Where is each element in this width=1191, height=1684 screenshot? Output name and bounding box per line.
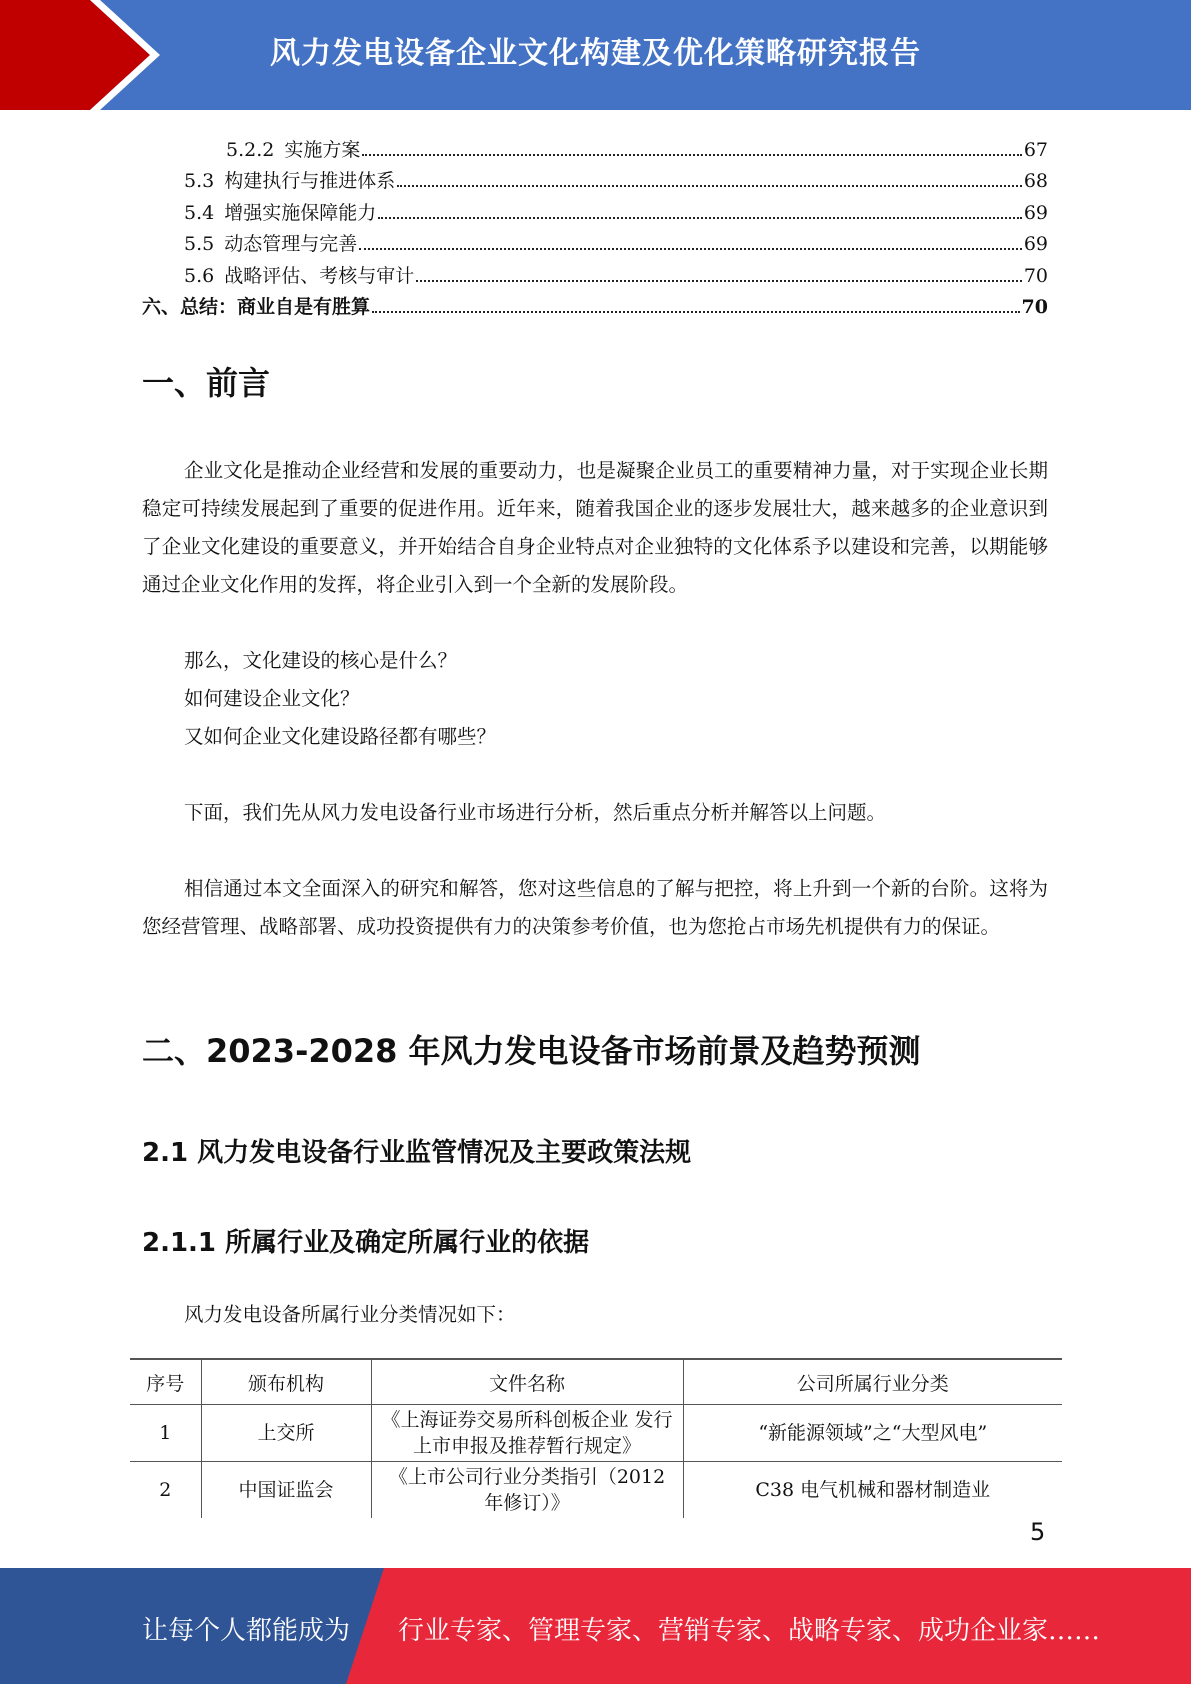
table-cell: C38 电气机械和器材制造业: [683, 1462, 1062, 1519]
column-header: 文件名称: [371, 1359, 683, 1405]
toc-entry[interactable]: [142, 256, 1048, 288]
section-heading-market: 二、2023-2028 年风力发电设备市场前景及趋势预测: [142, 1032, 921, 1070]
toc-leader: [378, 217, 1022, 219]
toc-entry[interactable]: [142, 288, 1048, 320]
toc-entry-title: 构建执行与推进体系: [224, 170, 396, 192]
toc-entry-number: 5.4: [184, 201, 215, 224]
table-of-contents: [142, 130, 1048, 319]
industry-classification-table: [130, 1358, 1062, 1518]
paragraph-intro: 企业文化是推动企业经营和发展的重要动力，也是凝聚企业员工的重要精神力量，对于实现企业长期稳定可持续发展起到了重要的促进作用。近年来，随着我国企业的逐步发展壮大，越来越多的企业意识到了企业文化建设的重要意义，并开始结合自身企业特点对企业独特的文化体系予以建设和完善，以期能够通过企业文化作用的发挥，将企业引入到一个全新的发展阶段。: [142, 459, 1048, 596]
table-row: [130, 1405, 1062, 1462]
toc-entry-number: 5.5: [184, 233, 215, 255]
paragraph-next: 下面，我们先从风力发电设备行业市场进行分析，然后重点分析并解答以上问题。: [184, 801, 887, 824]
toc-entry-page: 69: [1023, 201, 1048, 224]
toc-entry-title: 实施方案: [284, 138, 361, 161]
table-intro: 风力发电设备所属行业分类情况如下：: [184, 1303, 516, 1326]
toc-entry[interactable]: [142, 130, 1048, 162]
page-number: 5: [1030, 1518, 1046, 1546]
toc-entry[interactable]: [142, 162, 1048, 194]
question-line: 如何建设企业文化？: [184, 687, 360, 710]
page-header: [0, 0, 1191, 110]
toc-entry-title: 动态管理与完善: [224, 233, 358, 255]
toc-leader: [416, 280, 1022, 282]
page-footer: [0, 1568, 1191, 1684]
table-cell: 2: [159, 1479, 172, 1501]
toc-entry-number: 5.2.2: [226, 138, 275, 161]
toc-entry-number: 5.6: [184, 264, 215, 287]
table-cell: 《上海证券交易所科创板企业 发行上市申报及推荐暂行规定》: [371, 1405, 683, 1462]
table-cell: “新能源领域”之“大型风电”: [683, 1405, 1062, 1462]
toc-entry-title: 增强实施保障能力: [224, 201, 377, 224]
question-line: 那么，文化建设的核心是什么？: [184, 649, 458, 672]
toc-entry-title: 战略评估、考核与审计: [224, 264, 415, 287]
footer-slogan-left: 让每个人都能成为: [142, 1616, 351, 1646]
section-heading-preface: 一、前言: [142, 364, 271, 402]
table-cell: 上交所: [201, 1405, 371, 1462]
subsection-heading: 2.1 风力发电设备行业监管情况及主要政策法规: [142, 1138, 692, 1168]
table-cell: 中国证监会: [201, 1462, 371, 1519]
subsection-heading: 2.1.1 所属行业及确定所属行业的依据: [142, 1228, 590, 1258]
table-cell: 《上市公司行业分类指引（2012 年修订）》: [371, 1462, 683, 1519]
toc-entry-number: 5.3: [184, 170, 215, 192]
toc-entry-page: 70: [1021, 296, 1048, 318]
question-line: 又如何企业文化建设路径都有哪些？: [184, 725, 497, 748]
column-header: 公司所属行业分类: [683, 1359, 1062, 1405]
toc-leader: [372, 311, 1020, 313]
toc-entry-page: 68: [1023, 170, 1048, 192]
footer-slogan-right: 行业专家、管理专家、营销专家、战略专家、成功企业家……: [398, 1616, 1101, 1646]
toc-entry-title: 六、总结：商业自是有胜算: [142, 296, 371, 318]
table-header-row: [130, 1359, 1062, 1405]
column-header: 序号: [130, 1359, 201, 1405]
toc-leader: [359, 248, 1022, 250]
toc-leader: [397, 185, 1022, 187]
toc-entry-page: 67: [1023, 138, 1048, 161]
table-cell: 1: [130, 1405, 201, 1462]
toc-entry[interactable]: [142, 225, 1048, 257]
header-title: 风力发电设备企业文化构建及优化策略研究报告: [270, 36, 921, 71]
toc-entry-page: 69: [1023, 233, 1048, 255]
toc-entry[interactable]: [142, 193, 1048, 225]
column-header: 颁布机构: [201, 1359, 371, 1405]
table-row: [130, 1462, 1062, 1519]
toc-entry-page: 70: [1023, 264, 1048, 287]
toc-leader: [362, 154, 1021, 156]
paragraph-belief: 相信通过本文全面深入的研究和解答，您对这些信息的了解与把控，将上升到一个新的台阶。这将为您经营管理、战略部署、成功投资提供有力的决策参考价值，也为您抢占市场先机提供有力的保证。: [142, 877, 1048, 938]
